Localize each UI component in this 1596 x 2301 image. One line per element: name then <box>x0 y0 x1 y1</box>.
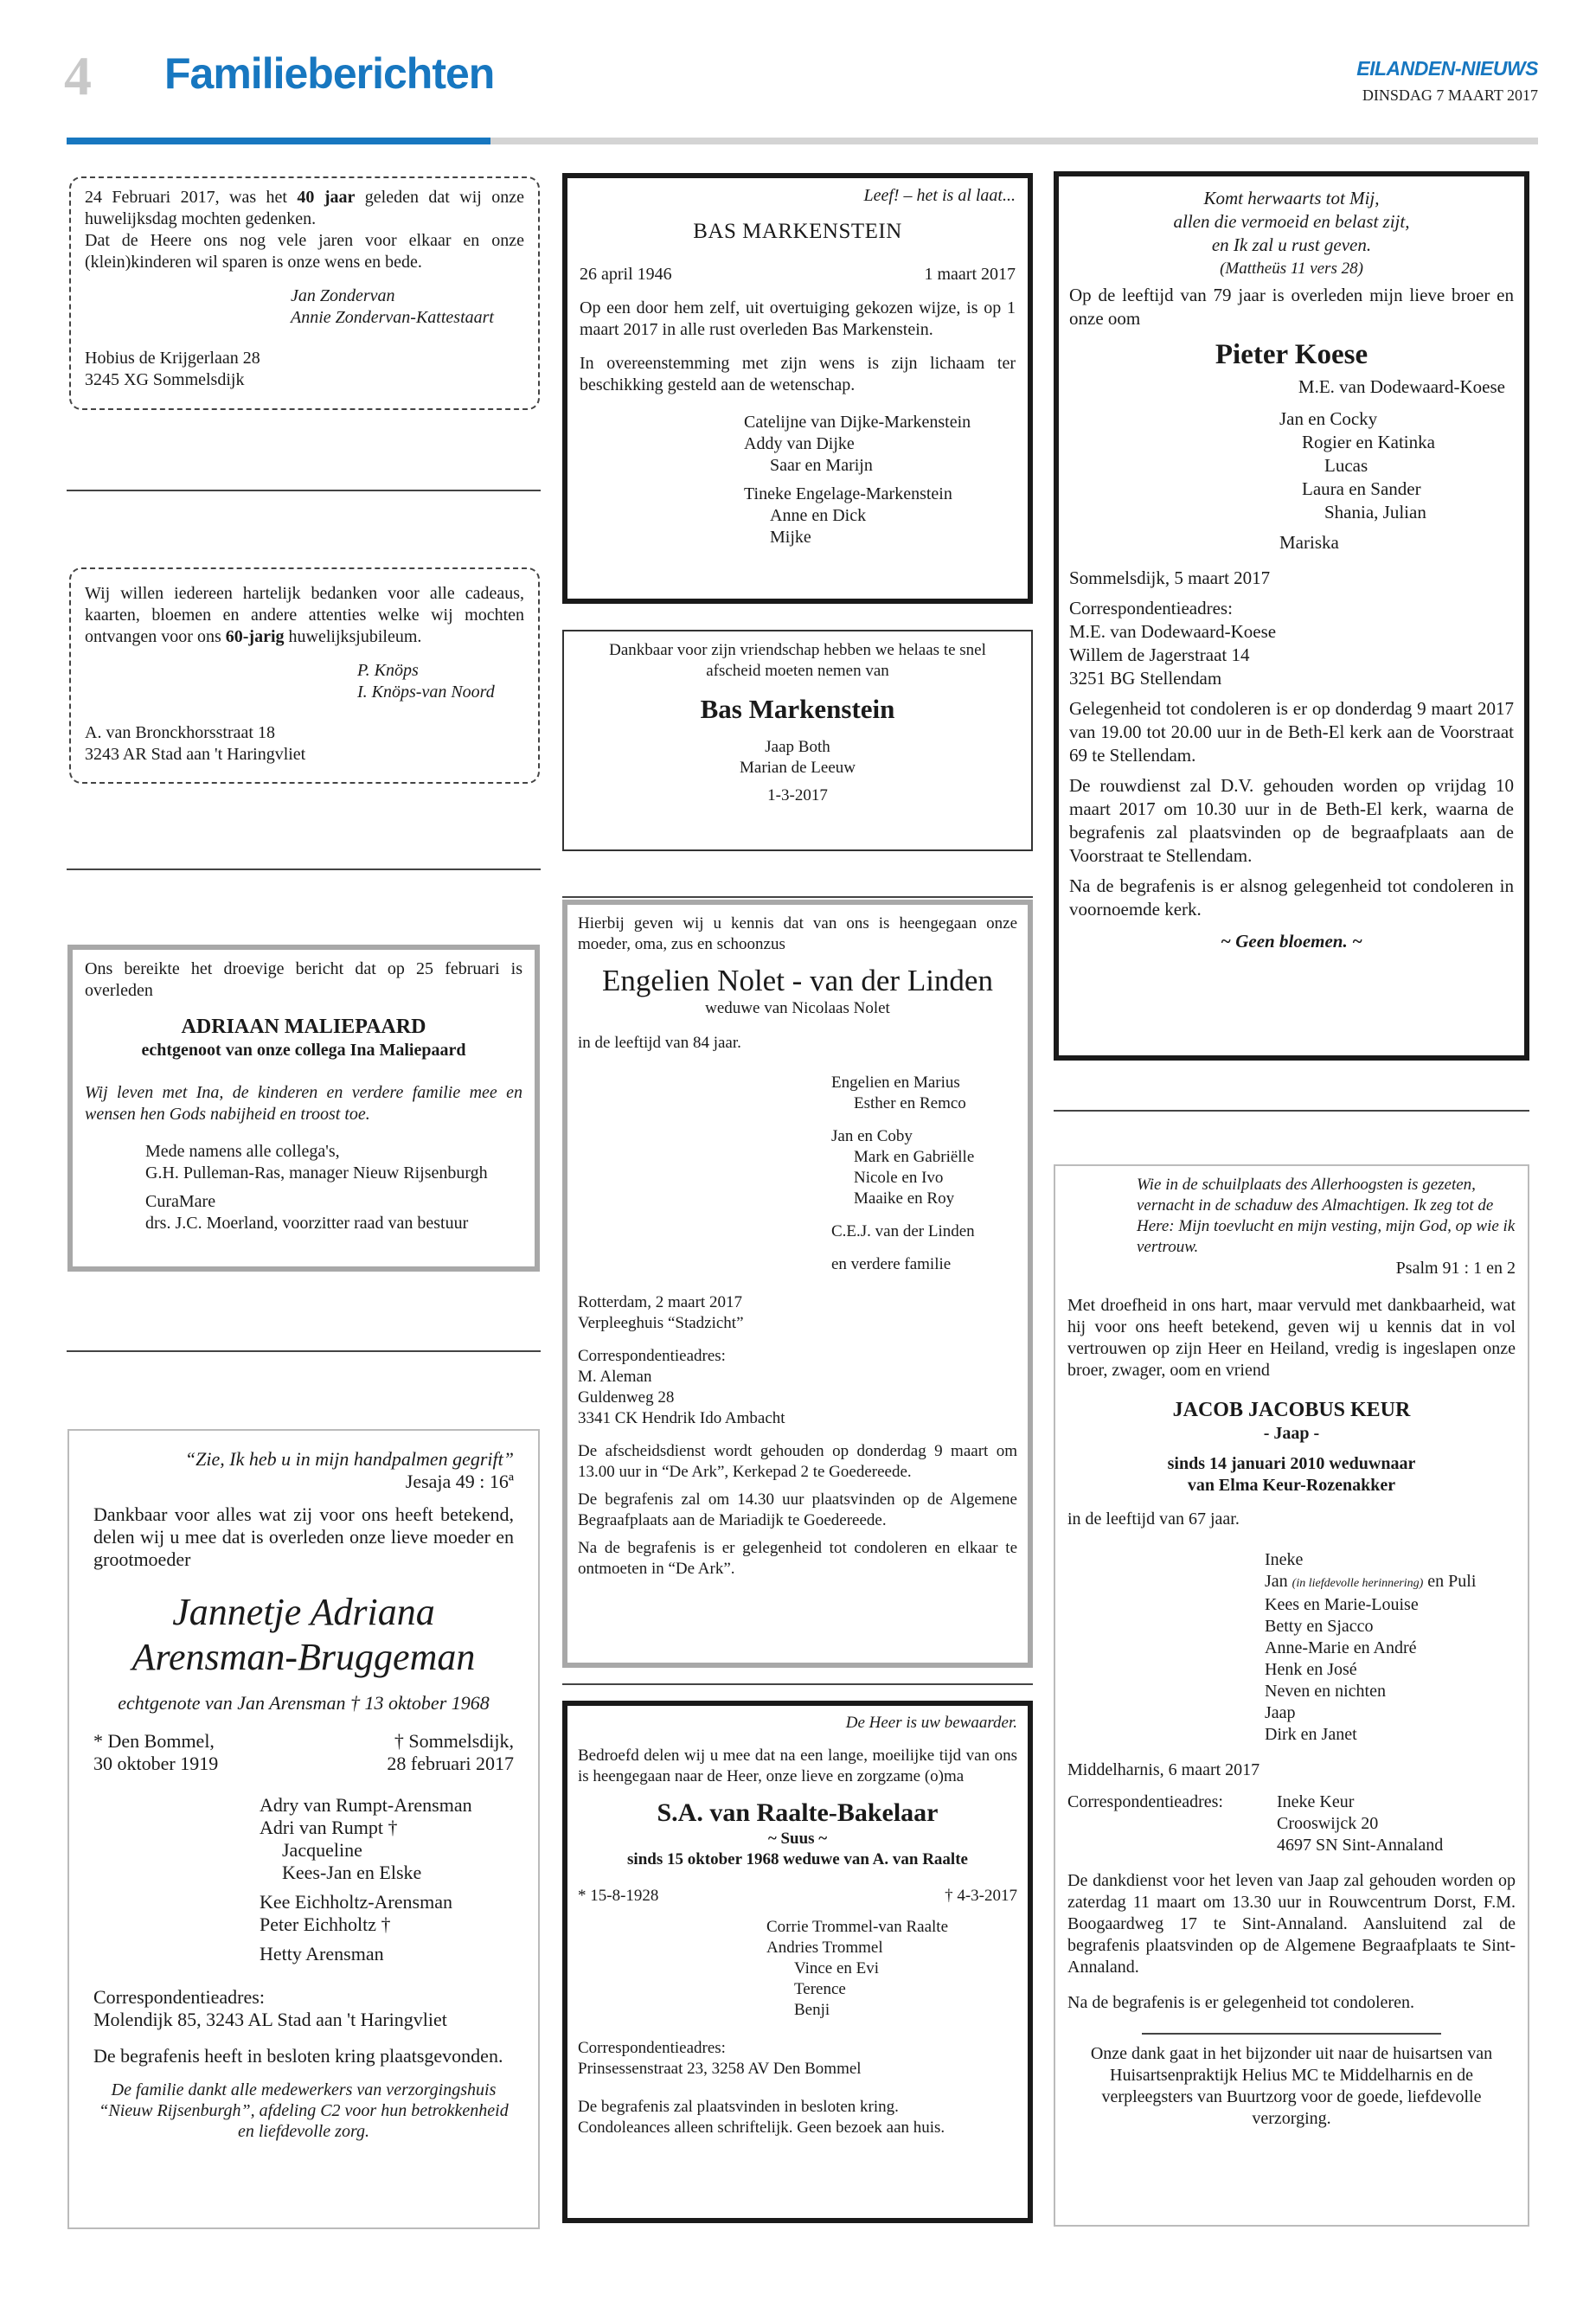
notice-date: 1-3-2017 <box>767 786 828 804</box>
deceased-name: Engelien Nolet - van der Linden <box>602 964 993 997</box>
family-member: Mijke <box>770 528 811 547</box>
notice-text: Na de begrafenis is er alsnog gelegenheid tot condoleren in voornoemde kerk. <box>1069 875 1514 920</box>
family-member: en verdere familie <box>831 1255 952 1273</box>
header-band-accent <box>67 138 490 144</box>
family-member: Andries Trommel <box>766 1939 883 1957</box>
notice-text: De begrafenis zal plaatsvinden in besloten kring. <box>578 2098 899 2116</box>
family-member: Benji <box>794 2001 830 2019</box>
family-member: Neven en nichten <box>1265 1682 1386 1701</box>
family-member: Nicole en Ivo <box>854 1169 944 1187</box>
family-member: Betty en Sjacco <box>1265 1617 1374 1636</box>
family-member: Tineke Engelage-Markenstein <box>744 484 952 503</box>
notice-text: Gelegenheid tot condoleren is er op donderdag 9 maart 2017 van 19.00 tot 20.00 uur in de Beth-El kerk aan de Voorstraat 69 te Stellendam. <box>1069 698 1514 766</box>
scripture-quote: en Ik zal u rust geven. <box>1211 234 1372 255</box>
family-member: Mark en Gabriëlle <box>854 1148 975 1166</box>
correspondence-label: Correspondentieadres: <box>93 1986 265 2008</box>
notice-text: Na de begrafenis is er gelegenheid tot condoleren. <box>1067 1993 1414 2012</box>
correspondence-address: Molendijk 85, 3243 AL Stad aan 't Haringvliet <box>93 2009 447 2030</box>
notice-text: Dankbaar voor zijn vriendschap hebben we helaas te snel afscheid moeten nemen van <box>609 641 986 680</box>
notice-subtitle: van Elma Keur-Rozenakker <box>1187 1476 1396 1495</box>
correspondence-address: Prinsessenstraat 23, 3258 AV Den Bommel <box>578 2060 862 2078</box>
divider <box>562 896 1033 898</box>
family-member: Vince en Evi <box>794 1959 880 1977</box>
death-notice-markenstein <box>562 173 1033 604</box>
family-member: Henk en José <box>1265 1660 1357 1679</box>
deceased-name: Arensman-Bruggeman <box>131 1636 476 1678</box>
family-member: Maaike en Roy <box>854 1189 955 1208</box>
correspondence-address: Guldenweg 28 <box>578 1388 675 1407</box>
birth-date: * 15-8-1928 <box>578 1887 659 1905</box>
family-member: Hetty Arensman <box>260 1943 384 1965</box>
family-member: Catelijne van Dijke-Markenstein <box>744 413 971 432</box>
friendship-notice-markenstein <box>562 630 1033 851</box>
notice-text: De rouwdienst zal D.V. gehouden worden op vrijdag 10 maart 2017 om 10.30 uur in de Beth-El kerk, waarna de begrafenis zal plaatsvinden op de begraafplaats aan de Voorstraat te Stellendam. <box>1069 775 1514 866</box>
place-date: Rotterdam, 2 maart 2017 <box>578 1293 742 1311</box>
family-member: Jaap <box>1265 1703 1296 1722</box>
thanks-text: Onze dank gaat in het bijzonder uit naar de huisartsen van Huisartsenpraktijk Helius MC te Middelharnis en de verpleegsters van Buurtzorg voor de goede, liefdevolle verzorging. <box>1090 2044 1493 2128</box>
notice-text: De begrafenis heeft in besloten kring plaatsgevonden. <box>93 2045 503 2067</box>
scripture-reference: (Mattheüs 11 vers 28) <box>1220 260 1363 278</box>
family-member: Rogier en Katinka <box>1302 432 1435 452</box>
deceased-name: JACOB JACOBUS KEUR <box>1172 1399 1411 1421</box>
notice-text: Met droefheid in ons hart, maar vervuld met dankbaarheid, wat hij voor ons heeft betekend, geven wij u kennis dat in vol vertrouwen op zijn Heer en Heiland, vredig is ingeslapen onze broer, zwager, oom en vriend <box>1067 1296 1516 1380</box>
death-notice-maliepaard <box>67 945 540 1272</box>
notice-text: In overeenstemming met zijn wens is zijn lichaam ter beschikking gesteld aan de wetenschap. <box>580 354 1016 394</box>
family-member: Kees en Marie-Louise <box>1265 1595 1419 1614</box>
family-member: Shania, Julian <box>1324 502 1426 522</box>
nickname: ~ Suus ~ <box>767 1830 828 1848</box>
signature: Marian de Leeuw <box>740 759 856 777</box>
address: A. van Bronckhorsstraat 18 <box>85 723 275 742</box>
signature: CuraMare <box>145 1192 216 1211</box>
birth-info: 30 oktober 1919 <box>93 1753 219 1774</box>
notice-text: Wij leven met Ina, de kinderen en verdere familie mee en wensen hen Gods nabijheid en troost toe. <box>85 1083 522 1124</box>
notice-text: Op de leeftijd van 79 jaar is overleden mijn lieve broer en onze oom <box>1069 285 1514 329</box>
family-member: Jan en Coby <box>831 1127 913 1145</box>
signature: Mede namens alle collega's, <box>145 1142 340 1161</box>
correspondence-address: M.E. van Dodewaard-Koese <box>1069 621 1277 642</box>
notice-subtitle: weduwe van Nicolaas Nolet <box>705 999 890 1017</box>
deceased-name: Pieter Koese <box>1215 339 1368 370</box>
divider <box>67 490 541 491</box>
notice-text: Na de begrafenis is er gelegenheid tot condoleren en elkaar te ontmoeten in “De Ark”. <box>578 1539 1017 1578</box>
scripture-reference: Jesaja 49 : 16ª <box>405 1471 514 1492</box>
place-date: Middelharnis, 6 maart 2017 <box>1067 1760 1260 1779</box>
family-member: Lucas <box>1324 455 1368 476</box>
notice-text: Dat de Heere ons nog vele jaren voor elkaar en onze (klein)kinderen wil sparen is onze wens en bede. <box>85 231 524 272</box>
family-member: Corrie Trommel-van Raalte <box>766 1918 949 1936</box>
family-member: Engelien en Marius <box>831 1074 960 1092</box>
motto: Leef! – het is al laat... <box>863 186 1016 205</box>
death-notice-van-raalte <box>562 1701 1033 2223</box>
correspondence-address: 3341 CK Hendrik Ido Ambacht <box>578 1409 785 1427</box>
notice-subtitle: sinds 14 januari 2010 weduwnaar <box>1167 1454 1416 1473</box>
deceased-name: BAS MARKENSTEIN <box>693 220 902 243</box>
family-member: Laura en Sander <box>1302 478 1421 499</box>
family-member: Kee Eichholtz-Arensman <box>260 1891 452 1913</box>
birth-date: 26 april 1946 <box>580 265 672 284</box>
notice-subtitle: sinds 15 oktober 1968 weduwe van A. van Raalte <box>627 1850 968 1868</box>
correspondence-address: M. Aleman <box>578 1368 652 1386</box>
family-member: Esther en Remco <box>854 1094 966 1112</box>
notice-subtitle: echtgenoot van onze collega Ina Maliepaard <box>141 1041 466 1060</box>
death-notice-koese <box>1054 171 1529 1061</box>
signature: drs. J.C. Moerland, voorzitter raad van bestuur <box>145 1214 469 1233</box>
notice-text: 24 Februari 2017, was het 40 jaar geleden dat wij onze huwelijksdag mochten gedenken. <box>85 188 524 228</box>
notice-text: De begrafenis zal om 14.30 uur plaatsvinden op de Algemene Begraafplaats aan de Mariadijk te Goedereede. <box>578 1490 1017 1529</box>
divider <box>1054 1110 1529 1112</box>
signature: G.H. Pulleman-Ras, manager Nieuw Rijsenburgh <box>145 1163 488 1183</box>
deceased-name: Bas Markenstein <box>700 694 895 724</box>
signature: P. Knöps <box>357 661 419 680</box>
birth-info: * Den Bommel, <box>93 1730 215 1752</box>
signature: Jan Zondervan <box>291 286 395 305</box>
address: 3243 AR Stad aan 't Haringvliet <box>85 745 306 764</box>
page-number: 4 <box>64 45 92 106</box>
notice-text: Hierbij geven wij u kennis dat van ons is heengegaan onze moeder, oma, zus en schoonzus <box>578 914 1017 953</box>
notice-text: Condoleances alleen schriftelijk. Geen bezoek aan huis. <box>578 2118 945 2137</box>
notice-text: Wij willen iedereen hartelijk bedanken voor alle cadeaus, kaarten, bloemen en andere attenties welke wij mochten ontvangen voor ons 60-jarig huwelijksjubileum. <box>85 584 524 646</box>
family-member: C.E.J. van der Linden <box>831 1222 975 1240</box>
notice-subtitle: echtgenote van Jan Arensman † 13 oktober 1968 <box>118 1692 490 1714</box>
scripture-quote: Komt herwaarts tot Mij, <box>1203 188 1380 208</box>
notice-text: Bedroefd delen wij u mee dat na een lange, moeilijke tijd van ons is heengegaan naar de Heer, onze lieve en zorgzame (o)ma <box>578 1747 1017 1785</box>
notice-text: Ons bereikte het droevige bericht dat op 25 februari is overleden <box>85 959 522 1000</box>
signature: M.E. van Dodewaard-Koese <box>1298 376 1505 397</box>
family-member: Kees-Jan en Elske <box>282 1862 422 1883</box>
no-flowers: ~ Geen bloemen. ~ <box>1221 931 1362 952</box>
notice-text: Dankbaar voor alles wat zij voor ons heeft betekend, delen wij u mee dat is overleden onze lieve moeder en grootmoeder <box>93 1503 514 1570</box>
scripture-quote: “Zie, Ik heb u in mijn handpalmen gegrift” <box>184 1448 514 1470</box>
death-notice-nolet <box>562 900 1033 1668</box>
death-notice-arensman <box>67 1429 540 2229</box>
deceased-name: S.A. van Raalte-Bakelaar <box>657 1798 939 1827</box>
deceased-name: ADRIAAN MALIEPAARD <box>181 1016 426 1038</box>
death-info: † Sommelsdijk, <box>394 1730 514 1752</box>
family-member: Adri van Rumpt † <box>260 1817 398 1838</box>
correspondence-label: Correspondentieadres: <box>578 2039 726 2057</box>
family-member: Jacqueline <box>282 1839 362 1861</box>
correspondence-address: Ineke Keur <box>1277 1792 1355 1811</box>
correspondence-label: Correspondentieadres: <box>1069 598 1233 619</box>
section-title: Familieberichten <box>164 49 495 98</box>
notice-text: De afscheidsdienst wordt gehouden op donderdag 9 maart om 13.00 uur in “De Ark”, Kerkepad 2 te Goedereede. <box>578 1442 1017 1481</box>
divider <box>562 1683 1033 1685</box>
family-member: Anne en Dick <box>770 506 867 525</box>
correspondence-address: 3251 BG Stellendam <box>1069 668 1222 689</box>
scripture-quote: Wie in de schuilplaats des Allerhoogsten is gezeten, vernacht in de schaduw des Almachtigen. Ik zeg tot de Here: Mijn toevlucht en mijn vesting, mijn God, op wie ik vertrouw. <box>1137 1176 1516 1256</box>
correspondence-address: 4697 SN Sint-Annaland <box>1277 1836 1444 1855</box>
family-member: Peter Eichholtz † <box>260 1913 391 1935</box>
correspondence-address: Willem de Jagerstraat 14 <box>1069 644 1250 665</box>
anniversary-notice-zondervan <box>69 176 540 410</box>
scripture-reference: Psalm 91 : 1 en 2 <box>1395 1259 1516 1278</box>
divider <box>1142 2033 1441 2035</box>
family-member: Mariska <box>1279 532 1339 553</box>
place-date: Verpleeghuis “Stadzicht” <box>578 1314 744 1332</box>
family-member: Ineke <box>1265 1550 1304 1569</box>
family-member: Adry van Rumpt-Arensman <box>260 1794 472 1816</box>
family-member: Anne-Marie en André <box>1265 1638 1417 1657</box>
age-text: in de leeftijd van 84 jaar. <box>578 1034 741 1052</box>
thanks-text: De familie dankt alle medewerkers van verzorgingshuis “Nieuw Rijsenburgh”, afdeling C2 voor hun betrokkenheid en liefdevolle zorg. <box>99 2080 509 2141</box>
divider <box>67 1350 541 1352</box>
death-notice-keur <box>1054 1164 1529 2227</box>
signature: Annie Zondervan-Kattestaart <box>291 308 494 327</box>
correspondence-label: Correspondentieadres: <box>1067 1792 1223 1811</box>
motto: De Heer is uw bewaarder. <box>845 1714 1017 1732</box>
family-member: Saar en Marijn <box>770 456 873 475</box>
address: 3245 XG Sommelsdijk <box>85 370 245 389</box>
scripture-quote: allen die vermoeid en belast zijt, <box>1173 211 1410 232</box>
newspaper-logo: EILANDEN-NIEUWS <box>1356 57 1538 80</box>
family-member: Jan (in liefdevolle herinnering) en Puli <box>1265 1572 1477 1591</box>
correspondence-label: Correspondentieadres: <box>578 1347 726 1365</box>
family-member: Jan en Cocky <box>1279 408 1378 429</box>
signature: I. Knöps-van Noord <box>357 683 495 702</box>
age-text: in de leeftijd van 67 jaar. <box>1067 1509 1240 1529</box>
issue-date: DINSDAG 7 MAART 2017 <box>1362 87 1538 104</box>
death-info: 28 februari 2017 <box>387 1753 514 1774</box>
death-date: † 4-3-2017 <box>945 1887 1017 1905</box>
notice-text: Op een door hem zelf, uit overtuiging gekozen wijze, is op 1 maart 2017 in alle rust overleden Bas Markenstein. <box>580 298 1016 339</box>
deceased-name: Jannetje Adriana <box>172 1591 435 1633</box>
death-date: 1 maart 2017 <box>924 265 1016 284</box>
divider <box>67 868 541 870</box>
correspondence-address: Crooswijck 20 <box>1277 1814 1379 1833</box>
nickname: - Jaap - <box>1263 1424 1320 1443</box>
address: Hobius de Krijgerlaan 28 <box>85 349 260 368</box>
place-date: Sommelsdijk, 5 maart 2017 <box>1069 567 1271 588</box>
family-member: Addy van Dijke <box>744 434 855 453</box>
notice-text: De dankdienst voor het leven van Jaap zal gehouden worden op zaterdag 11 maart om 13.30 uur in Rouwcentrum Dorst, F.M. Boogaardweg 17 te Sint-Annaland. Aansluitend zal de begrafenis plaatsvinden op de Algemene Begraafplaats te Sint-Annaland. <box>1067 1871 1516 1977</box>
header-band <box>490 138 1538 144</box>
family-member: Terence <box>794 1980 846 1998</box>
jubilee-thanks-knops <box>69 567 540 784</box>
family-member: Dirk en Janet <box>1265 1725 1357 1744</box>
signature: Jaap Both <box>765 738 830 756</box>
